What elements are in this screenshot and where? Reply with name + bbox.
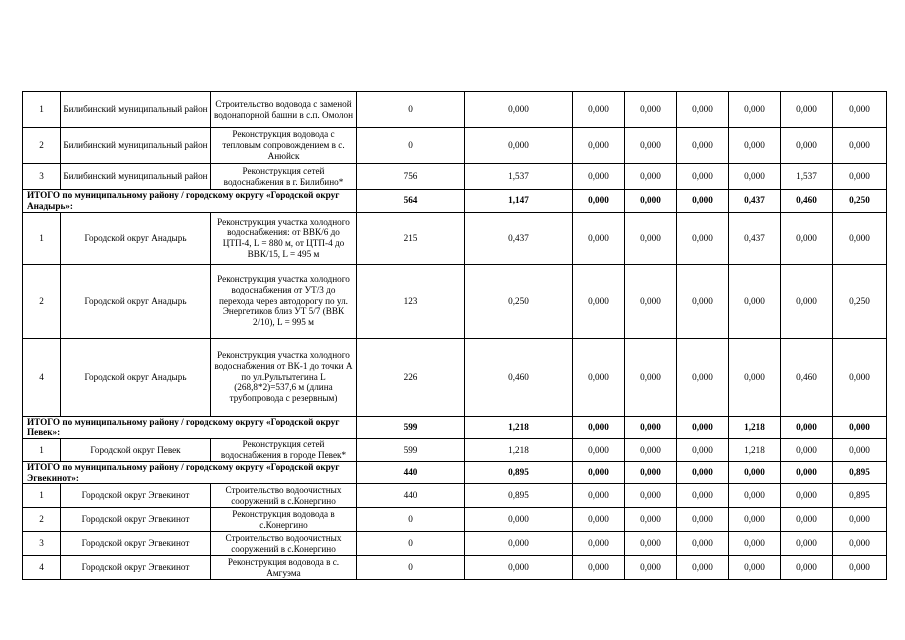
row-number: 1 — [23, 484, 61, 508]
table-row — [23, 212, 887, 264]
cost-2027: 1,218 — [729, 416, 781, 439]
cost-2026: 0,000 — [677, 508, 729, 532]
cost-2028: 0,000 — [781, 212, 833, 264]
cost-total: 0,000 — [465, 128, 573, 164]
project-name: Реконструкция участка холодного водоснабжения от ВК-1 до точки А по ул.Рультытегина L (268,8*2)=537,6 м (длина трубопровода с резервным) — [211, 338, 357, 416]
cost-2024: 0,000 — [573, 416, 625, 439]
cost-2024: 0,000 — [573, 264, 625, 338]
project-name: Реконструкция водовода в с.Конергино — [211, 508, 357, 532]
cost-2027: 0,000 — [729, 556, 781, 580]
cost-total: 0,250 — [465, 264, 573, 338]
cost-2025: 0,000 — [625, 164, 677, 190]
district-name: Билибинский муниципальный район — [61, 92, 211, 128]
cost-total: 0,000 — [465, 532, 573, 556]
table-row — [23, 264, 887, 338]
table-row — [23, 128, 887, 164]
pipeline-length: 0 — [357, 532, 465, 556]
cost-2029: 0,000 — [833, 532, 887, 556]
cost-2024: 0,000 — [573, 461, 625, 484]
cost-2024: 0,000 — [573, 532, 625, 556]
cost-2026: 0,000 — [677, 338, 729, 416]
cost-2029: 0,000 — [833, 439, 887, 462]
cost-2028: 0,000 — [781, 439, 833, 462]
row-number: 3 — [23, 532, 61, 556]
total-row — [23, 461, 887, 484]
row-number: 2 — [23, 264, 61, 338]
cost-2028: 0,460 — [781, 338, 833, 416]
cost-2025: 0,000 — [625, 461, 677, 484]
cost-2029: 0,000 — [833, 556, 887, 580]
cost-total: 1,218 — [465, 439, 573, 462]
cost-2026: 0,000 — [677, 439, 729, 462]
total-label: ИТОГО по муниципальному району / городскому округу «Городской округ Певек»: — [23, 416, 357, 439]
project-name: Строительство водоочистных сооружений в с.Конергино — [211, 532, 357, 556]
project-name: Реконструкция участка холодного водоснабжения: от ВВК/6 до ЦТП-4, L = 880 м, от ЦТП-4 до ВВК/15, L = 495 м — [211, 212, 357, 264]
cost-2024: 0,000 — [573, 508, 625, 532]
district-name: Городской округ Эгвекинот — [61, 508, 211, 532]
table-row — [23, 164, 887, 190]
cost-2026: 0,000 — [677, 164, 729, 190]
cost-2026: 0,000 — [677, 212, 729, 264]
cost-2028: 0,000 — [781, 508, 833, 532]
cost-2024: 0,000 — [573, 556, 625, 580]
cost-2025: 0,000 — [625, 439, 677, 462]
cost-2025: 0,000 — [625, 212, 677, 264]
district-name: Городской округ Эгвекинот — [61, 484, 211, 508]
cost-2024: 0,000 — [573, 164, 625, 190]
cost-total: 1,537 — [465, 164, 573, 190]
cost-2028: 0,000 — [781, 461, 833, 484]
district-name: Городской округ Эгвекинот — [61, 532, 211, 556]
cost-total: 0,437 — [465, 212, 573, 264]
cost-2024: 0,000 — [573, 92, 625, 128]
pipeline-length: 0 — [357, 128, 465, 164]
table-row — [23, 484, 887, 508]
pipeline-length: 123 — [357, 264, 465, 338]
cost-2028: 0,000 — [781, 556, 833, 580]
total-label: ИТОГО по муниципальному району / городскому округу «Городской округ Анадырь»: — [23, 190, 357, 213]
pipeline-length: 215 — [357, 212, 465, 264]
row-number: 4 — [23, 556, 61, 580]
pipeline-length: 0 — [357, 508, 465, 532]
cost-2024: 0,000 — [573, 338, 625, 416]
cost-2027: 0,000 — [729, 128, 781, 164]
cost-2026: 0,000 — [677, 484, 729, 508]
cost-2026: 0,000 — [677, 532, 729, 556]
row-number: 4 — [23, 338, 61, 416]
cost-2028: 0,000 — [781, 264, 833, 338]
cost-2026: 0,000 — [677, 190, 729, 213]
cost-2027: 1,218 — [729, 439, 781, 462]
cost-2027: 0,000 — [729, 338, 781, 416]
cost-2029: 0,000 — [833, 416, 887, 439]
district-name: Билибинский муниципальный район — [61, 164, 211, 190]
cost-2028: 1,537 — [781, 164, 833, 190]
pipeline-length: 440 — [357, 461, 465, 484]
table-row — [23, 439, 887, 462]
row-number: 2 — [23, 128, 61, 164]
cost-2024: 0,000 — [573, 484, 625, 508]
cost-2028: 0,000 — [781, 416, 833, 439]
project-name: Строительство водовода с заменой водонапорной башни в с.п. Омолон — [211, 92, 357, 128]
cost-total: 0,000 — [465, 556, 573, 580]
pipeline-length: 0 — [357, 92, 465, 128]
cost-2028: 0,000 — [781, 128, 833, 164]
cost-total: 0,895 — [465, 461, 573, 484]
pipeline-length: 599 — [357, 416, 465, 439]
table-body — [23, 92, 887, 580]
cost-2025: 0,000 — [625, 416, 677, 439]
cost-2028: 0,460 — [781, 190, 833, 213]
project-name: Реконструкция участка холодного водоснабжения от УТ/3 до перехода через автодорогу по ул. Энергетиков близ УТ 5/7 (ВВК 2/10), L = 995 м — [211, 264, 357, 338]
cost-2027: 0,000 — [729, 532, 781, 556]
cost-2028: 0,000 — [781, 92, 833, 128]
cost-total: 1,147 — [465, 190, 573, 213]
cost-total: 1,218 — [465, 416, 573, 439]
cost-2025: 0,000 — [625, 190, 677, 213]
cost-2029: 0,000 — [833, 92, 887, 128]
cost-total: 0,000 — [465, 508, 573, 532]
cost-2026: 0,000 — [677, 556, 729, 580]
district-name: Городской округ Эгвекинот — [61, 556, 211, 580]
table-row — [23, 338, 887, 416]
table-row — [23, 92, 887, 128]
cost-total: 0,000 — [465, 92, 573, 128]
district-name: Городской округ Анадырь — [61, 212, 211, 264]
pipeline-length: 756 — [357, 164, 465, 190]
cost-2027: 0,000 — [729, 508, 781, 532]
cost-2024: 0,000 — [573, 212, 625, 264]
cost-2028: 0,000 — [781, 532, 833, 556]
cost-2024: 0,000 — [573, 439, 625, 462]
cost-2029: 0,250 — [833, 190, 887, 213]
total-row — [23, 416, 887, 439]
total-row — [23, 190, 887, 213]
row-number: 3 — [23, 164, 61, 190]
row-number: 1 — [23, 212, 61, 264]
cost-2028: 0,000 — [781, 484, 833, 508]
investment-table — [22, 91, 887, 580]
cost-2026: 0,000 — [677, 264, 729, 338]
pipeline-length: 564 — [357, 190, 465, 213]
district-name: Билибинский муниципальный район — [61, 128, 211, 164]
cost-2027: 0,000 — [729, 264, 781, 338]
project-name: Реконструкция водовода с тепловым сопровождением в с. Анюйск — [211, 128, 357, 164]
cost-2026: 0,000 — [677, 92, 729, 128]
cost-2025: 0,000 — [625, 484, 677, 508]
cost-2026: 0,000 — [677, 128, 729, 164]
pipeline-length: 599 — [357, 439, 465, 462]
project-name: Реконструкция сетей водоснабжения в городе Певек* — [211, 439, 357, 462]
cost-2027: 0,437 — [729, 190, 781, 213]
cost-2025: 0,000 — [625, 532, 677, 556]
cost-2025: 0,000 — [625, 128, 677, 164]
cost-2027: 0,000 — [729, 92, 781, 128]
cost-2027: 0,000 — [729, 484, 781, 508]
cost-2027: 0,000 — [729, 461, 781, 484]
cost-2025: 0,000 — [625, 264, 677, 338]
cost-2029: 0,000 — [833, 338, 887, 416]
cost-2027: 0,437 — [729, 212, 781, 264]
cost-2025: 0,000 — [625, 556, 677, 580]
cost-2029: 0,000 — [833, 164, 887, 190]
row-number: 1 — [23, 439, 61, 462]
cost-2029: 0,000 — [833, 508, 887, 532]
pipeline-length: 0 — [357, 556, 465, 580]
row-number: 2 — [23, 508, 61, 532]
total-label: ИТОГО по муниципальному району / городскому округу «Городской округ Эгвекинот»: — [23, 461, 357, 484]
row-number: 1 — [23, 92, 61, 128]
cost-2029: 0,000 — [833, 128, 887, 164]
project-name: Реконструкция водовода в с. Амгуэма — [211, 556, 357, 580]
project-name: Реконструкция сетей водоснабжения в г. Билибино* — [211, 164, 357, 190]
table-row — [23, 532, 887, 556]
cost-2025: 0,000 — [625, 338, 677, 416]
cost-total: 0,895 — [465, 484, 573, 508]
cost-2024: 0,000 — [573, 190, 625, 213]
cost-2025: 0,000 — [625, 508, 677, 532]
cost-2029: 0,895 — [833, 484, 887, 508]
cost-2024: 0,000 — [573, 128, 625, 164]
pipeline-length: 440 — [357, 484, 465, 508]
district-name: Городской округ Анадырь — [61, 264, 211, 338]
pipeline-length: 226 — [357, 338, 465, 416]
cost-2025: 0,000 — [625, 92, 677, 128]
cost-2029: 0,895 — [833, 461, 887, 484]
district-name: Городской округ Анадырь — [61, 338, 211, 416]
cost-total: 0,460 — [465, 338, 573, 416]
table-row — [23, 556, 887, 580]
cost-2026: 0,000 — [677, 461, 729, 484]
cost-2029: 0,000 — [833, 212, 887, 264]
cost-2026: 0,000 — [677, 416, 729, 439]
table-row — [23, 508, 887, 532]
project-name: Строительство водоочистных сооружений в с.Конергино — [211, 484, 357, 508]
cost-2029: 0,250 — [833, 264, 887, 338]
cost-2027: 0,000 — [729, 164, 781, 190]
district-name: Городской округ Певек — [61, 439, 211, 462]
